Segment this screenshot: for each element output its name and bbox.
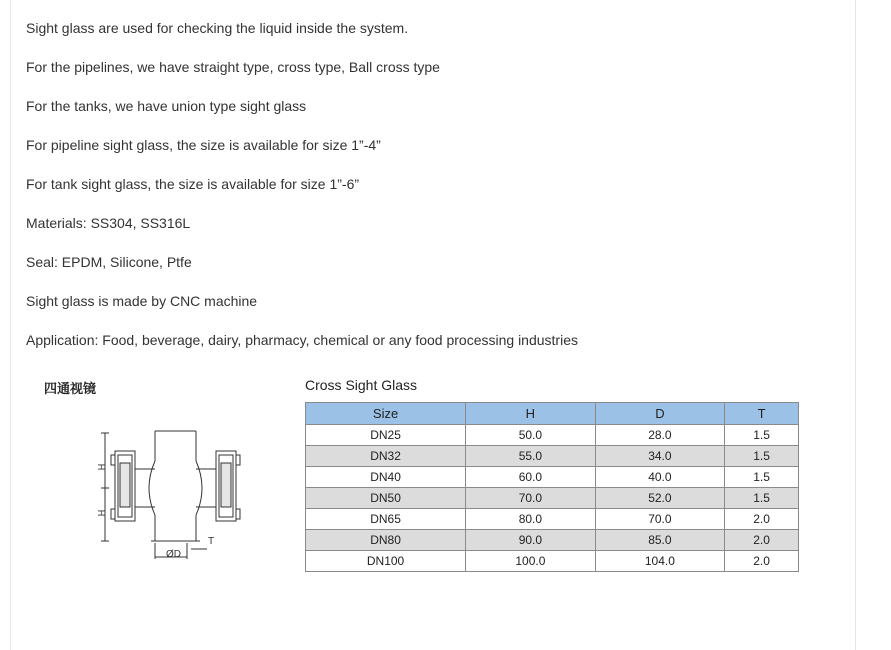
paragraph-materials: Materials: SS304, SS316L — [26, 215, 191, 231]
cell-h: 100.0 — [466, 551, 596, 572]
cell-size: DN80 — [306, 530, 466, 551]
cell-size: DN100 — [306, 551, 466, 572]
table-title: Cross Sight Glass — [305, 377, 418, 393]
cell-h: 55.0 — [466, 446, 596, 467]
column-header-t: T — [725, 403, 799, 425]
cell-t: 1.5 — [725, 446, 799, 467]
cell-h: 50.0 — [466, 425, 596, 446]
cell-d: 85.0 — [595, 530, 725, 551]
column-header-h: H — [466, 403, 596, 425]
table-row — [306, 425, 799, 446]
paragraph-manufacturing: Sight glass is made by CNC machine — [26, 293, 258, 309]
cell-d: 28.0 — [595, 425, 725, 446]
cell-size: DN25 — [306, 425, 466, 446]
column-header-size: Size — [306, 403, 466, 425]
dimension-h-bottom-label: H — [96, 509, 107, 517]
table-row — [306, 467, 799, 488]
cell-t: 2.0 — [725, 551, 799, 572]
cell-h: 60.0 — [466, 467, 596, 488]
cell-h: 90.0 — [466, 530, 596, 551]
cell-size: DN32 — [306, 446, 466, 467]
cell-t: 1.5 — [725, 488, 799, 509]
cell-h: 70.0 — [466, 488, 596, 509]
cell-d: 34.0 — [595, 446, 725, 467]
table-row — [306, 530, 799, 551]
paragraph-pipeline-types: For the pipelines, we have straight type, cross type, Ball cross type — [26, 59, 440, 75]
table-row — [306, 488, 799, 509]
cell-size: DN65 — [306, 509, 466, 530]
paragraph-seal: Seal: EPDM, Silicone, Ptfe — [26, 254, 192, 270]
paragraph-application: Application: Food, beverage, dairy, pharmacy, chemical or any food processing industries — [26, 332, 578, 348]
cell-t: 1.5 — [725, 425, 799, 446]
table-row — [306, 551, 799, 572]
drawing-title: 四通视镜 — [44, 382, 97, 397]
cell-d: 52.0 — [595, 488, 725, 509]
cell-t: 2.0 — [725, 509, 799, 530]
dimension-h-top-label: H — [96, 463, 107, 471]
cell-t: 2.0 — [725, 530, 799, 551]
paragraph-tank-types: For the tanks, we have union type sight glass — [26, 98, 307, 114]
table-row — [306, 446, 799, 467]
dimension-t-label: T — [208, 536, 215, 547]
paragraph-tank-sizes: For tank sight glass, the size is available for size 1”-6” — [26, 176, 360, 192]
cell-t: 1.5 — [725, 467, 799, 488]
paragraph-purpose: Sight glass are used for checking the liquid inside the system. — [26, 20, 409, 36]
cross-sight-glass-drawing — [95, 425, 255, 565]
dimension-d-label: ØD — [166, 549, 181, 560]
paragraph-pipeline-sizes: For pipeline sight glass, the size is available for size 1”-4” — [26, 137, 381, 153]
cell-d: 70.0 — [595, 509, 725, 530]
cell-d: 40.0 — [595, 467, 725, 488]
dimension-table — [305, 402, 799, 572]
cell-d: 104.0 — [595, 551, 725, 572]
cell-size: DN40 — [306, 467, 466, 488]
table-row — [306, 509, 799, 530]
column-header-d: D — [595, 403, 725, 425]
cell-h: 80.0 — [466, 509, 596, 530]
cell-size: DN50 — [306, 488, 466, 509]
table-header-row — [306, 403, 799, 425]
